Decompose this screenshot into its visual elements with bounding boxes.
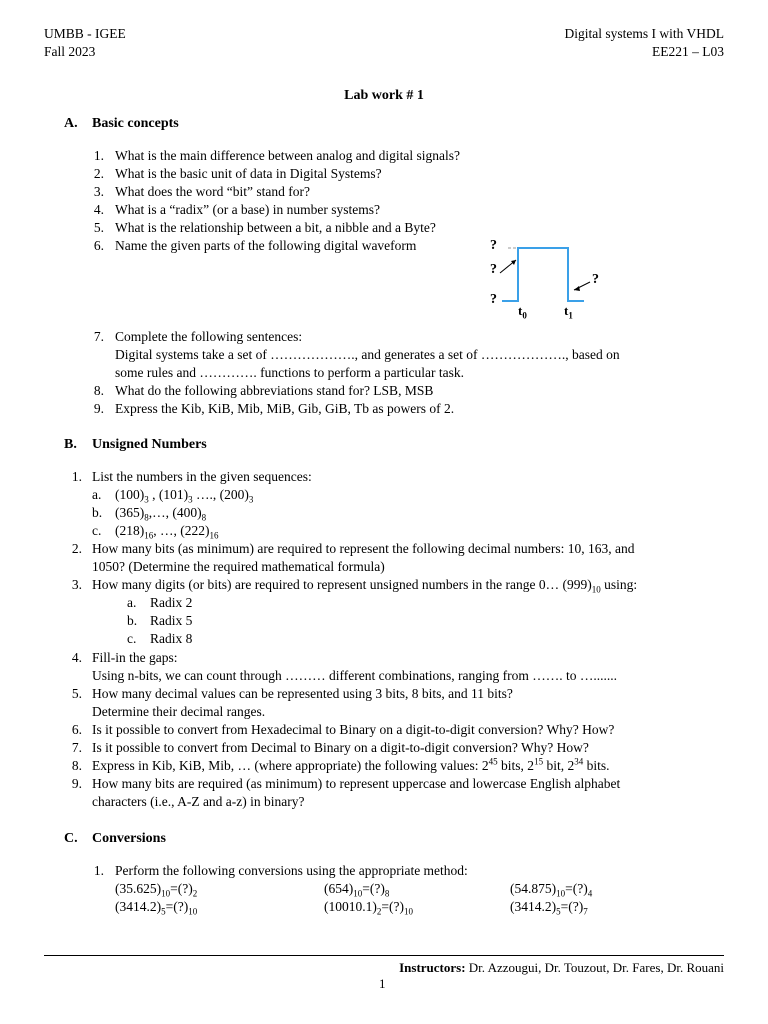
list-number: 1. xyxy=(93,863,104,878)
list-number: 3. xyxy=(71,577,82,592)
list-item: What is the relationship between a bit, a nibble and a Byte? xyxy=(115,220,436,235)
section-b-heading: Unsigned Numbers xyxy=(92,437,207,452)
section-c-heading: Conversions xyxy=(92,831,166,846)
list-number: 4. xyxy=(71,650,82,665)
time-label-t1: $t_1$ xyxy=(564,303,573,321)
list-number: 7. xyxy=(71,740,82,755)
sequence-b: $(365)_8,\dots$, $(400)_8$ xyxy=(115,505,207,523)
list-item: How many digits (or bits) are required to represent unsigned numbers in the range 0… $(999)_{10}$ using: xyxy=(92,577,638,595)
list-number: 9. xyxy=(93,401,104,416)
list-number: 7. xyxy=(93,329,104,344)
course-title: Digital systems I with VHDL xyxy=(564,26,724,41)
semester: Fall 2023 xyxy=(44,44,96,59)
conversion-item: $(3414.2)_5=(?)_{10}$ xyxy=(115,899,198,917)
page-number: 1 xyxy=(379,976,386,991)
radix-option: Radix 2 xyxy=(150,595,193,610)
waveform-question-high: ? xyxy=(490,238,497,253)
list-item: Perform the following conversions using the appropriate method: xyxy=(115,863,468,878)
list-item: Complete the following sentences: xyxy=(115,329,303,344)
conversion-item: $(10010.1)_2=(?)_{10}$ xyxy=(324,899,413,917)
list-item: What is the basic unit of data in Digital Systems? xyxy=(115,166,382,181)
time-label-t0: $t_0$ xyxy=(518,303,527,321)
sublist-label: a. xyxy=(127,595,137,610)
sublist-label: b. xyxy=(92,505,103,520)
sublist-label: c. xyxy=(92,523,102,538)
list-number: 2. xyxy=(71,541,82,556)
list-item: How many bits (as minimum) are required to represent the following decimal numbers: 10, 163, and xyxy=(92,541,635,556)
conversion-item: $(3414.2)_5=(?)_7$ xyxy=(510,899,588,917)
list-item-continuation: characters (i.e., A-Z and a-z) in binary? xyxy=(92,794,305,809)
course-code: EE221 – L03 xyxy=(652,44,724,59)
section-c-letter: C. xyxy=(64,831,78,846)
list-item: Is it possible to convert from Hexadecimal to Binary on a digit-to-digit conversion? Why? How? xyxy=(92,722,615,737)
list-number: 4. xyxy=(93,202,104,217)
list-item: Name the given parts of the following digital waveform xyxy=(115,238,417,253)
section-a-letter: A. xyxy=(64,116,78,131)
sublist-label: b. xyxy=(127,613,138,628)
list-item: What is the main difference between analog and digital signals? xyxy=(115,148,461,163)
list-item: How many bits are required (as minimum) to represent uppercase and lowercase English alphabet xyxy=(92,776,621,791)
waveform-question-low: ? xyxy=(490,292,497,307)
list-item-continuation: Digital systems take a set of ………………., and generates a set of ………………., based on xyxy=(115,347,620,362)
sublist-label: a. xyxy=(92,487,102,502)
list-number: 8. xyxy=(93,383,104,398)
list-number: 6. xyxy=(93,238,104,253)
list-item: How many decimal values can be represented using 3 bits, 8 bits, and 11 bits? xyxy=(92,686,513,701)
list-item-continuation: Determine their decimal ranges. xyxy=(92,704,266,719)
waveform-question-edge: ? xyxy=(490,262,497,277)
list-item: List the numbers in the given sequences: xyxy=(92,469,312,484)
footer-divider xyxy=(44,955,724,956)
list-number: 2. xyxy=(93,166,104,181)
list-item: Express the Kib, KiB, Mib, MiB, Gib, GiB, Tb as powers of 2. xyxy=(115,401,455,416)
list-item-continuation: some rules and …………. functions to perform a particular task. xyxy=(115,365,465,380)
radix-option: Radix 8 xyxy=(150,631,193,646)
radix-option: Radix 5 xyxy=(150,613,193,628)
course-institution: UMBB - IGEE xyxy=(44,26,126,41)
list-item: What do the following abbreviations stand for? LSB, MSB xyxy=(115,383,434,398)
list-number: 8. xyxy=(71,758,82,773)
list-number: 1. xyxy=(71,469,82,484)
list-item: What is a “radix” (or a base) in number systems? xyxy=(115,202,381,217)
list-number: 6. xyxy=(71,722,82,737)
list-item-continuation: 1050? (Determine the required mathematical formula) xyxy=(92,559,385,574)
square-pulse-signal xyxy=(502,248,584,301)
footer-instructors: Instructors: Dr. Azzougui, Dr. Touzout, Dr. Fares, Dr. Rouani xyxy=(399,960,724,975)
list-number: 9. xyxy=(71,776,82,791)
sublist-label: c. xyxy=(127,631,137,646)
arrowhead-icon xyxy=(574,286,580,291)
sequence-a: $(100)_3$ , $(101)_3$ …., $(200)_3$ xyxy=(115,487,254,505)
list-item: Is it possible to convert from Decimal to Binary on a digit-to-digit conversion? Why? How? xyxy=(92,740,589,755)
section-b-letter: B. xyxy=(64,437,77,452)
conversion-item: $(35.625)_{10}=(?)_2$ xyxy=(115,881,198,899)
arrowhead-icon xyxy=(511,260,516,265)
conversion-item: $(54.875)_{10}=(?)_4$ xyxy=(510,881,593,899)
list-item: Fill-in the gaps: xyxy=(92,650,178,665)
sequence-c: $(218)_{16}$, …, $(222)_{16}$ xyxy=(115,523,219,541)
list-number: 3. xyxy=(93,184,104,199)
list-number: 5. xyxy=(71,686,82,701)
list-item: Express in Kib, KiB, Mib, … (where appropriate) the following values: $2^{45}$ bits, $2^{15}$ bit, $2^{34}$ bits. xyxy=(92,756,610,773)
section-a-heading: Basic concepts xyxy=(92,116,179,131)
page-title: Lab work # 1 xyxy=(344,88,424,103)
list-item: What does the word “bit” stand for? xyxy=(115,184,310,199)
list-item-continuation: Using n-bits, we can count through ……… different combinations, ranging from ……. to …....... xyxy=(92,668,618,683)
list-number: 5. xyxy=(93,220,104,235)
conversion-item: $(654)_{10}=(?)_8$ xyxy=(324,881,390,899)
digital-waveform-diagram xyxy=(480,236,610,320)
waveform-question-fall: ? xyxy=(592,272,599,287)
list-number: 1. xyxy=(93,148,104,163)
